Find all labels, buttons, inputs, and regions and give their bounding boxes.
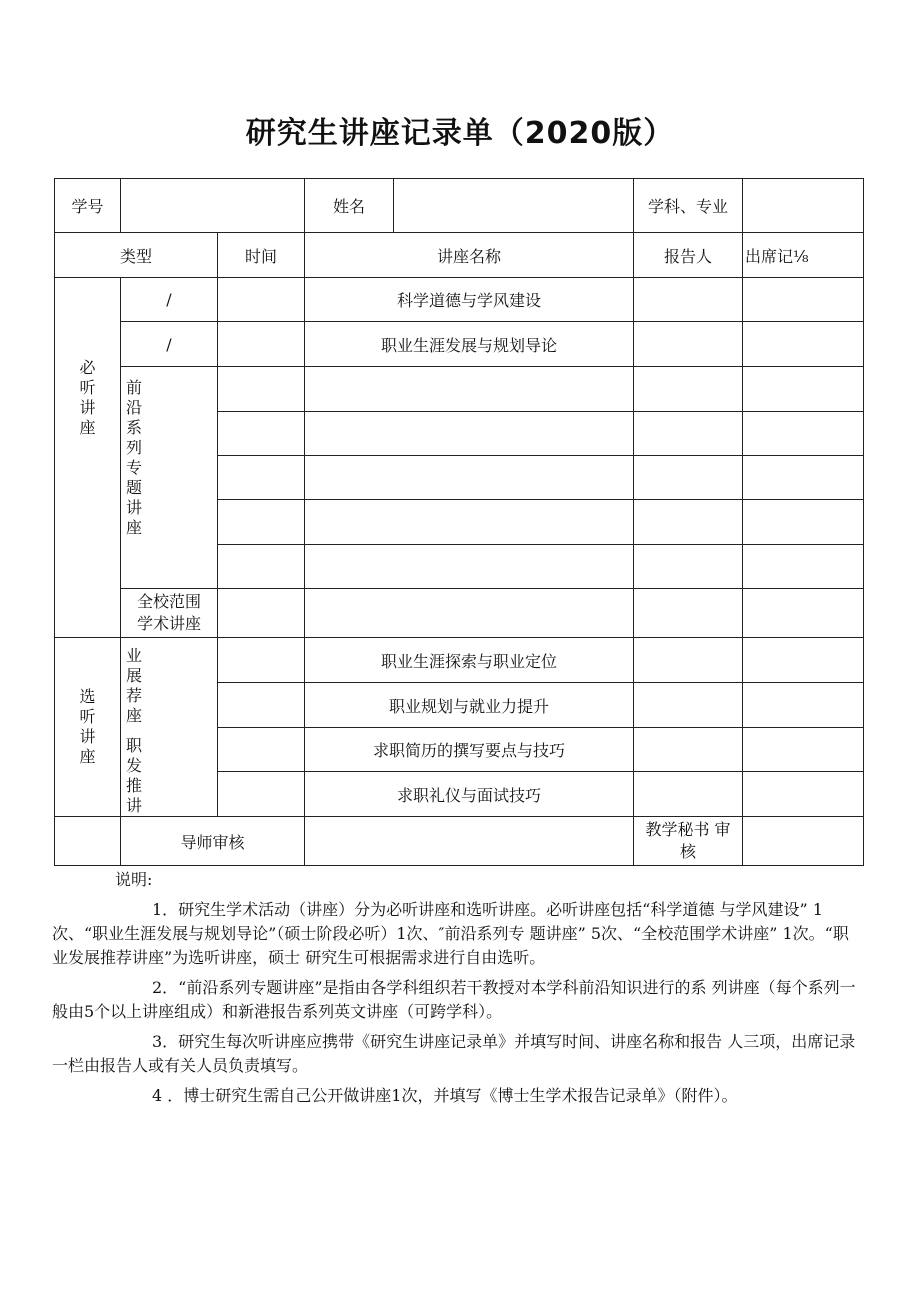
attendance-field[interactable]: [743, 638, 864, 683]
note-item-4: 4 ．博士研究生需自己公开做讲座1次，并填写《博士生学术报告记录单》（附件）。: [152, 1086, 738, 1105]
lecture-name-cell: 求职简历的撰写要点与技巧: [305, 728, 634, 772]
career-recommend-label: 业展荐座 职发推讲: [121, 638, 218, 817]
secretary-review-label: 教学秘书 审 核: [634, 817, 743, 866]
time-field[interactable]: [218, 772, 305, 817]
blank-cell: [55, 817, 121, 866]
time-field[interactable]: [218, 545, 305, 589]
note-item-3: 3．研究生每次听讲座应携带《研究生讲座记录单》并填写时间、讲座名称和报告 人三项，出席记录一栏由报告人或有关人员负责填写。: [52, 1032, 856, 1075]
speaker-field[interactable]: [634, 589, 743, 638]
speaker-field[interactable]: [634, 683, 743, 728]
lecture-record-table: [54, 178, 864, 866]
elective-group-label: 选听讲座: [55, 638, 121, 817]
lecture-name-cell: 职业生涯探索与职业定位: [305, 638, 634, 683]
speaker-field[interactable]: [634, 322, 743, 367]
time-field[interactable]: [218, 412, 305, 456]
notes-heading: 说明:: [115, 870, 153, 889]
time-field[interactable]: [218, 638, 305, 683]
time-field[interactable]: [218, 367, 305, 412]
page-title: 研究生讲座记录单（2020版）: [245, 116, 675, 151]
note-item-1: 1．研究生学术活动（讲座）分为必听讲座和选听讲座。必听讲座包括“科学道德 与学风建设” 1次、“职业生涯发展与规划导论”（硕士阶段必听）1次、″前沿系列专 题讲座” 5次、“全校范围学术讲座” 1次。“职业发展推荐讲座”为选听讲座，硕士 研究生可根据需求进行自由选听。: [52, 900, 849, 967]
lecture-name-cell: 求职礼仪与面试技巧: [305, 772, 634, 817]
table-row: [55, 278, 864, 322]
time-field[interactable]: [218, 683, 305, 728]
student-id-field[interactable]: [121, 179, 305, 233]
attendance-field[interactable]: [743, 367, 864, 412]
speaker-field[interactable]: [634, 728, 743, 772]
table-row: [55, 322, 864, 367]
attendance-field[interactable]: [743, 322, 864, 367]
lecture-name-field[interactable]: [305, 412, 634, 456]
lecture-name-field[interactable]: [305, 589, 634, 638]
frontier-series-label: 前沿系列专题讲座: [121, 367, 218, 589]
attendance-field[interactable]: [743, 456, 864, 500]
name-field[interactable]: [394, 179, 633, 232]
sub-type-cell: /: [121, 278, 218, 322]
speaker-field[interactable]: [634, 638, 743, 683]
advisor-review-label: 导师审核: [121, 817, 305, 866]
attendance-field[interactable]: [743, 683, 864, 728]
note-item-2: 2．“前沿系列专题讲座”是指由各学科组织若干教授对本学科前沿知识进行的系 列讲座（每个系列一般由5个以上讲座组成）和新港报告系列英文讲座（可跨学科）。: [52, 978, 856, 1021]
time-field[interactable]: [218, 500, 305, 545]
attendance-field[interactable]: [743, 500, 864, 545]
time-field[interactable]: [218, 456, 305, 500]
column-header-row: [55, 233, 864, 278]
lecture-name-cell: 科学道德与学风建设: [305, 278, 634, 322]
review-row: [55, 817, 864, 866]
attendance-field[interactable]: [743, 728, 864, 772]
table-row: [55, 589, 864, 638]
name-label: 姓名: [305, 179, 394, 232]
attendance-field[interactable]: [743, 412, 864, 456]
attendance-field[interactable]: [743, 545, 864, 589]
col-lecture-name: 讲座名称: [305, 233, 634, 278]
speaker-field[interactable]: [634, 278, 743, 322]
attendance-field[interactable]: [743, 589, 864, 638]
col-attendance: 出席记⅛: [743, 233, 864, 278]
major-label: 学科、专业: [634, 179, 743, 233]
attendance-field[interactable]: [743, 278, 864, 322]
time-field[interactable]: [218, 322, 305, 367]
major-field[interactable]: [743, 179, 864, 233]
sub-type-cell: /: [121, 322, 218, 367]
table-row: [55, 367, 864, 412]
speaker-field[interactable]: [634, 412, 743, 456]
speaker-field[interactable]: [634, 367, 743, 412]
secretary-review-field[interactable]: [743, 817, 864, 866]
lecture-name-field[interactable]: [305, 456, 634, 500]
time-field[interactable]: [218, 728, 305, 772]
speaker-field[interactable]: [634, 545, 743, 589]
speaker-field[interactable]: [634, 456, 743, 500]
lecture-name-field[interactable]: [305, 545, 634, 589]
header-row: [55, 179, 864, 233]
speaker-field[interactable]: [634, 500, 743, 545]
name-cell: [305, 179, 634, 233]
table-row: [55, 638, 864, 683]
advisor-review-field[interactable]: [305, 817, 634, 866]
attendance-field[interactable]: [743, 772, 864, 817]
col-speaker: 报告人: [634, 233, 743, 278]
speaker-field[interactable]: [634, 772, 743, 817]
time-field[interactable]: [218, 589, 305, 638]
required-group-label: 必听讲座: [55, 278, 121, 638]
col-type: 类型: [55, 233, 218, 278]
col-time: 时间: [218, 233, 305, 278]
notes-section: [52, 868, 863, 1114]
time-field[interactable]: [218, 278, 305, 322]
lecture-name-cell: 职业规划与就业力提升: [305, 683, 634, 728]
lecture-name-field[interactable]: [305, 367, 634, 412]
campus-lecture-label: 全校范围 学术讲座: [121, 589, 218, 638]
lecture-name-cell: 职业生涯发展与规划导论: [305, 322, 634, 367]
lecture-name-field[interactable]: [305, 500, 634, 545]
student-id-label: 学号: [55, 179, 121, 233]
